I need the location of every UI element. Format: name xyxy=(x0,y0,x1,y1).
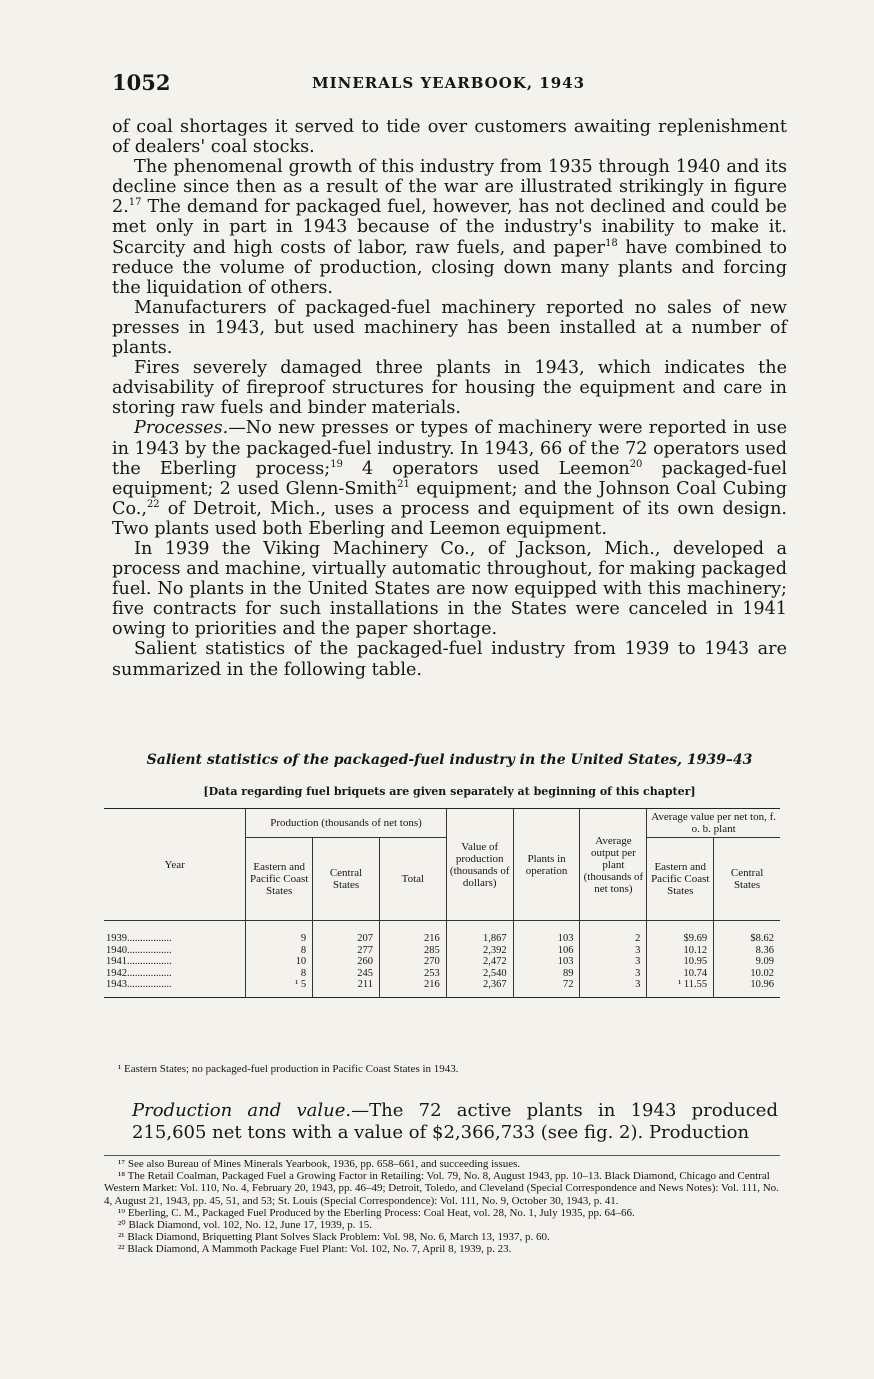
page-number: 1052 xyxy=(112,70,171,95)
table-row xyxy=(104,956,780,968)
header-avg-central: Central States xyxy=(714,838,780,921)
header-avg-eastern-pacific: Eastern and Pacific Coast States xyxy=(647,838,714,921)
cell-eastern: 8 xyxy=(246,968,313,980)
cell-value: 1,867 xyxy=(446,921,513,945)
paragraph-text: have combined to reduce the volume of production, closing down many plants and forcing the liquidation of others. xyxy=(112,237,787,298)
cell-avg-output: 3 xyxy=(580,956,647,968)
paragraph-text: equipment; and the Johnson Coal Cubing Co., xyxy=(112,478,787,519)
paragraph xyxy=(112,117,787,157)
paragraph-text: —No new presses or types of machinery were reported in use in 1943 by the packaged-fuel industry. In 1943, 66 of the 72 operators used the Eberling process; xyxy=(112,418,787,479)
footnote-reference: 18 xyxy=(605,237,618,249)
cell-value: 2,392 xyxy=(446,945,513,957)
table-footnote: ¹ Eastern States; no packaged-fuel production in Pacific Coast States in 1943. xyxy=(118,1063,459,1075)
paragraph xyxy=(112,639,787,679)
paragraph-text: 4 operators used Leemon xyxy=(342,458,630,479)
footnote: ²² Black Diamond, A Mammoth Package Fuel Plant: Vol. 102, No. 7, April 8, 1939, p. 23. xyxy=(118,1243,512,1256)
footnote: ¹⁷ See also Bureau of Mines Minerals Yearbook, 1936, pp. 658–661, and succeeding issues. xyxy=(118,1158,521,1170)
paragraph-text: In 1939 the Viking Machinery Co., of Jackson, Mich., developed a process and machine, virtually automatic throughout, for making packaged fuel. No plants in the United States are now equipped with this machinery; five contracts for such installations in the States were canceled in 1941 owing to priorities and the paper shortage. xyxy=(112,538,787,640)
table-row xyxy=(104,979,780,997)
cell-total: 270 xyxy=(379,956,446,968)
cell-plants: 72 xyxy=(513,979,580,997)
paragraph-text: Salient statistics of the packaged-fuel industry from 1939 to 1943 are summarized in the following table. xyxy=(112,639,787,680)
cell-avg-central: $8.62 xyxy=(714,921,780,945)
cell-value: 2,472 xyxy=(446,956,513,968)
cell-value: 2,540 xyxy=(446,968,513,980)
run-in-heading: Processes. xyxy=(134,418,229,439)
cell-plants: 106 xyxy=(513,945,580,957)
header-total: Total xyxy=(379,838,446,921)
cell-plants: 89 xyxy=(513,968,580,980)
cell-central: 277 xyxy=(313,945,380,957)
table-row xyxy=(104,945,780,957)
cell-avg-output: 3 xyxy=(580,979,647,997)
header-avg-value: Average value per net ton, f. o. b. plant xyxy=(647,809,780,838)
paragraph-text: packaged-fuel equipment; 2 used Glenn-Smith xyxy=(112,458,787,499)
cell-avg-output: 2 xyxy=(580,921,647,945)
header-central: Central States xyxy=(313,838,380,921)
body-text xyxy=(112,117,787,680)
production-heading: Production and value. xyxy=(132,1100,352,1121)
footnote: ²⁰ Black Diamond, vol. 102, No. 12, June 17, 1939, p. 15. xyxy=(118,1219,372,1232)
paragraph-text: Fires severely damaged three plants in 1943, which indicates the advisability of fireproof structures for housing the equipment and care in storing raw fuels and binder materials. xyxy=(112,358,787,419)
cell-central: 245 xyxy=(313,968,380,980)
cell-avg-eastern: 10.74 xyxy=(647,968,714,980)
cell-central: 260 xyxy=(313,956,380,968)
header-plants: Plants in operation xyxy=(513,809,580,921)
cell-total: 216 xyxy=(379,921,446,945)
production-paragraph xyxy=(132,1100,778,1144)
paragraph-text: Manufacturers of packaged-fuel machinery reported no sales of new presses in 1943, but used machinery has been installed at a number of plants. xyxy=(112,297,787,359)
header-value: Value of production (thousands of dollars) xyxy=(446,809,513,921)
cell-eastern: 8 xyxy=(246,945,313,957)
cell-avg-eastern: 10.12 xyxy=(647,945,714,957)
footnote: ²¹ Black Diamond, Briquetting Plant Solves Slack Problem: Vol. 98, No. 6, March 13, 1937, p. 60. xyxy=(118,1231,550,1244)
cell-total: 285 xyxy=(379,945,446,957)
cell-year: 1939................. xyxy=(106,933,172,944)
cell-avg-central: 10.02 xyxy=(714,968,780,980)
cell-avg-central: 8.36 xyxy=(714,945,780,957)
running-title: MINERALS YEARBOOK, 1943 xyxy=(312,74,586,92)
header-production: Production (thousands of net tons) xyxy=(246,809,447,838)
cell-year: 1943................. xyxy=(104,979,246,997)
table-row xyxy=(104,968,780,980)
cell-total: 216 xyxy=(379,979,446,997)
cell-value: 2,367 xyxy=(446,979,513,997)
cell-avg-eastern: ¹ 11.55 xyxy=(647,979,714,997)
cell-eastern: ¹ 5 xyxy=(246,979,313,997)
header-avg-output: Average output per plant (thousands of net tons) xyxy=(580,809,647,921)
cell-plants: 103 xyxy=(513,956,580,968)
table-note: [Data regarding fuel briquets are given separately at beginning of this chapter] xyxy=(203,785,696,798)
cell-central: 207 xyxy=(313,921,380,945)
paragraph-text: of coal shortages it served to tide over customers awaiting replenishment of dealers' coal stocks. xyxy=(112,117,787,158)
footnote-reference: 21 xyxy=(397,478,410,490)
paragraph xyxy=(112,157,787,298)
cell-year: 1941................. xyxy=(106,956,172,967)
cell-central: 211 xyxy=(313,979,380,997)
paragraph xyxy=(112,298,787,358)
paragraph xyxy=(112,358,787,418)
paragraph-text: The phenomenal growth of this industry from 1935 through 1940 and its decline since then as a result of the war are illustrated strikingly in figure 2. xyxy=(112,157,787,218)
production-text: —The 72 active plants in 1943 produced 215,605 net tons with a value of $2,366,733 (see fig. 2). Production xyxy=(132,1100,778,1143)
footnote-reference: 20 xyxy=(629,458,643,470)
cell-avg-central: 10.96 xyxy=(714,979,780,997)
cell-avg-output: 3 xyxy=(580,945,647,957)
cell-plants: 103 xyxy=(513,921,580,945)
header-eastern-pacific: Eastern and Pacific Coast States xyxy=(246,838,313,921)
footnotes xyxy=(104,1155,780,1256)
paragraph-text: The demand for packaged fuel, however, has not declined and could be met only in part in 1943 because of the industry's inability to make it. Scarcity and high costs of labor, raw fuels, and paper xyxy=(112,197,787,258)
statistics-table xyxy=(104,808,780,998)
cell-year: 1940................. xyxy=(106,944,172,956)
footnote-reference: 22 xyxy=(146,498,160,510)
table-row xyxy=(104,921,780,945)
paragraph-text: of Detroit, Mich., uses a process and equipment of its own design. Two plants used both Eberling and Leemon equipment. xyxy=(112,498,787,539)
paragraph xyxy=(112,418,787,539)
footnote-reference: 19 xyxy=(330,458,343,470)
table-title: Salient statistics of the packaged-fuel industry in the United States, 1939–43 xyxy=(146,752,753,768)
cell-year: 1942................. xyxy=(106,967,172,979)
cell-total: 253 xyxy=(379,968,446,980)
footnote: ¹⁹ Eberling, C. M., Packaged Fuel Produced by the Eberling Process: Coal Heat, vol. 28, No. 1, July 1935, pp. 64–66. xyxy=(118,1206,635,1219)
cell-eastern: 10 xyxy=(246,956,313,968)
header-year: Year xyxy=(104,809,246,921)
cell-avg-output: 3 xyxy=(580,968,647,980)
footnote: ¹⁸ The Retail Coalman, Packaged Fuel a Growing Factor in Retailing: Vol. 79, No. 8, August 1943, pp. 10–13. Black Diamond, Chicago and Central Western Market: Vol. 110, No. 4, February 20, 1943, pp. 46–49; Detroit, Toledo, and Cleveland (Special Correspondence and News Notes): Vol. 111, No. 4, August 21, 1943, pp. 45, 51, and 53; St. Louis (Special Correspondence): Vol. 111, No. 9, October 30, 1943, p. 41. xyxy=(104,1170,779,1207)
cell-avg-eastern: $9.69 xyxy=(647,921,714,945)
cell-avg-central: 9.09 xyxy=(714,956,780,968)
page-header xyxy=(112,70,792,98)
cell-eastern: 9 xyxy=(246,921,313,945)
paragraph xyxy=(112,539,787,639)
footnote-reference: 17 xyxy=(128,197,142,209)
cell-avg-eastern: 10.95 xyxy=(647,956,714,968)
